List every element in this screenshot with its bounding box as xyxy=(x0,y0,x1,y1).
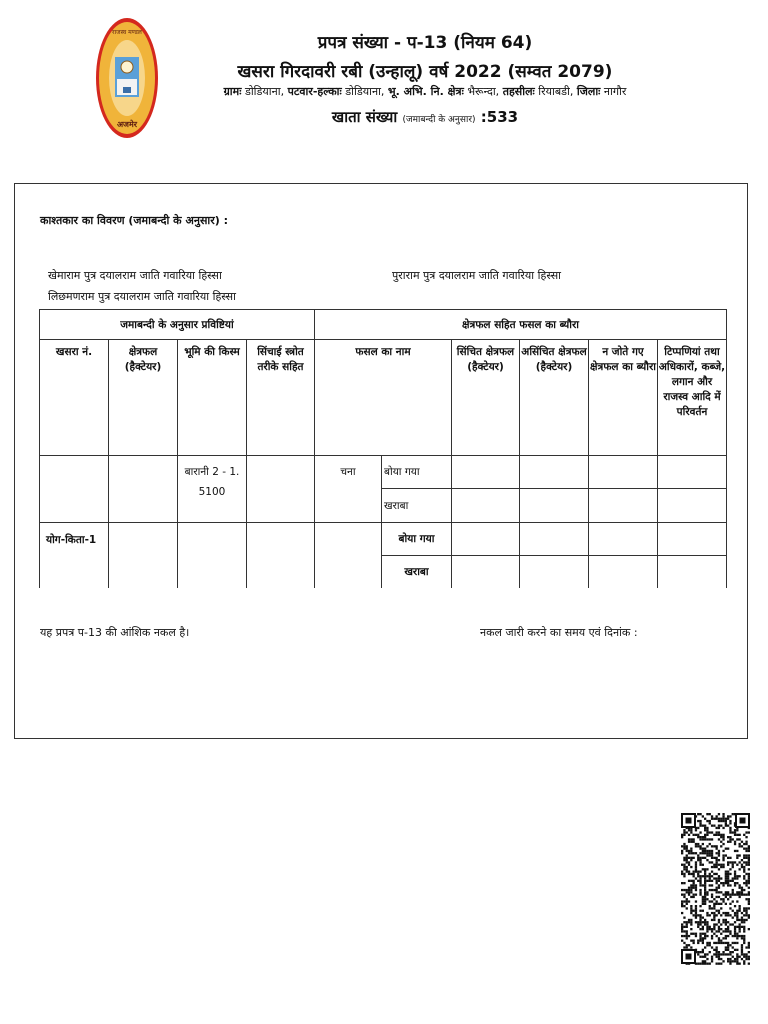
row1-land-type: बारानी 2 - 1. 5100 xyxy=(178,456,247,523)
row1-d2 xyxy=(520,489,589,523)
owner-3: पुराराम पुत्र दयालराम जाति गवारिया हिस्सा xyxy=(392,269,562,282)
owner-1: खेमाराम पुत्र दयालराम जाति गवारिया हिस्सा xyxy=(48,269,222,282)
girdawari-table xyxy=(39,309,727,588)
row1-d1 xyxy=(452,489,520,523)
total-c2 xyxy=(520,523,589,556)
row1-d3 xyxy=(589,489,658,523)
col-unirrigated-area: असिंचित क्षेत्रफल (हैक्टेयर) xyxy=(520,340,589,456)
section-crop-details: क्षेत्रफल सहित फसल का ब्यौरा xyxy=(315,310,727,340)
total-d1 xyxy=(452,556,520,588)
total-c1 xyxy=(452,523,520,556)
total-c3 xyxy=(589,523,658,556)
col-crop-name: फसल का नाम xyxy=(315,340,452,456)
rajasthan-revenue-board-seal xyxy=(95,17,159,139)
form-subtitle: खसरा गिरदावरी रबी (उन्हालू) वर्ष 2022 (सम्वत 2079) xyxy=(237,62,613,82)
copy-note: यह प्रपत्र प-13 की आंशिक नकल है। xyxy=(40,626,190,639)
total-land xyxy=(178,523,247,588)
total-damaged: खराबा xyxy=(382,556,452,588)
owner-2: लिछमणराम पुत्र दयालराम जाति गवारिया हिस्सा xyxy=(48,290,236,303)
total-irr xyxy=(247,523,315,588)
row1-sown: बोया गया xyxy=(382,456,452,489)
col-area: क्षेत्रफल (हैक्टेयर) xyxy=(109,340,178,456)
details-heading: काश्तकार का विवरण (जमाबन्दी के अनुसार) : xyxy=(40,214,228,227)
svg-text:राजस्व मण्डल: राजस्व मण्डल xyxy=(112,29,142,36)
row1-irrigation xyxy=(247,456,315,523)
row1-c1 xyxy=(452,456,520,489)
col-irrigated-area: सिंचित क्षेत्रफल (हैक्टेयर) xyxy=(452,340,520,456)
row1-d4 xyxy=(658,489,727,523)
khata-number: खाता संख्या (जमाबन्दी के अनुसार) :533 xyxy=(331,108,519,126)
total-d2 xyxy=(520,556,589,588)
total-area xyxy=(109,523,178,588)
location-line: ग्रामः डोडियाना, पटवार-हल्काः डोडियाना, भू. अभि. नि. क्षेत्रः भैरून्दा, तहसीलः रियाबडी, जिलाः नागौर xyxy=(223,85,627,98)
svg-text:अजमेर: अजमेर xyxy=(116,120,138,129)
col-uncultivated: न जोते गए क्षेत्रफल का ब्यौरा xyxy=(589,340,658,456)
row1-c4 xyxy=(658,456,727,489)
row1-c2 xyxy=(520,456,589,489)
row1-c3 xyxy=(589,456,658,489)
total-d3 xyxy=(589,556,658,588)
issue-note: नकल जारी करने का समय एवं दिनांक : xyxy=(480,626,638,639)
section-jamabandi: जमाबन्दी के अनुसार प्रविष्टियां xyxy=(40,310,315,340)
col-irrigation: सिंचाई स्त्रोत तरीके सहित xyxy=(247,340,315,456)
row1-damaged: खराबा xyxy=(382,489,452,523)
row1-area xyxy=(109,456,178,523)
form-title: प्रपत्र संख्या - प-13 (नियम 64) xyxy=(317,33,533,53)
qr-code xyxy=(681,813,751,965)
col-khasra: खसरा नं. xyxy=(40,340,109,456)
total-label: योग-किता-1 xyxy=(40,523,109,588)
total-sown: बोया गया xyxy=(382,523,452,556)
row1-khasra xyxy=(40,456,109,523)
total-crop xyxy=(315,523,382,588)
total-d4 xyxy=(658,556,727,588)
row1-crop: चना xyxy=(315,456,382,523)
col-land-type: भूमि की किस्म xyxy=(178,340,247,456)
col-remarks: टिप्पणियां तथा अधिकारों, कब्जे, लगान और राजस्व आदि में परिवर्तन xyxy=(658,340,727,456)
total-c4 xyxy=(658,523,727,556)
